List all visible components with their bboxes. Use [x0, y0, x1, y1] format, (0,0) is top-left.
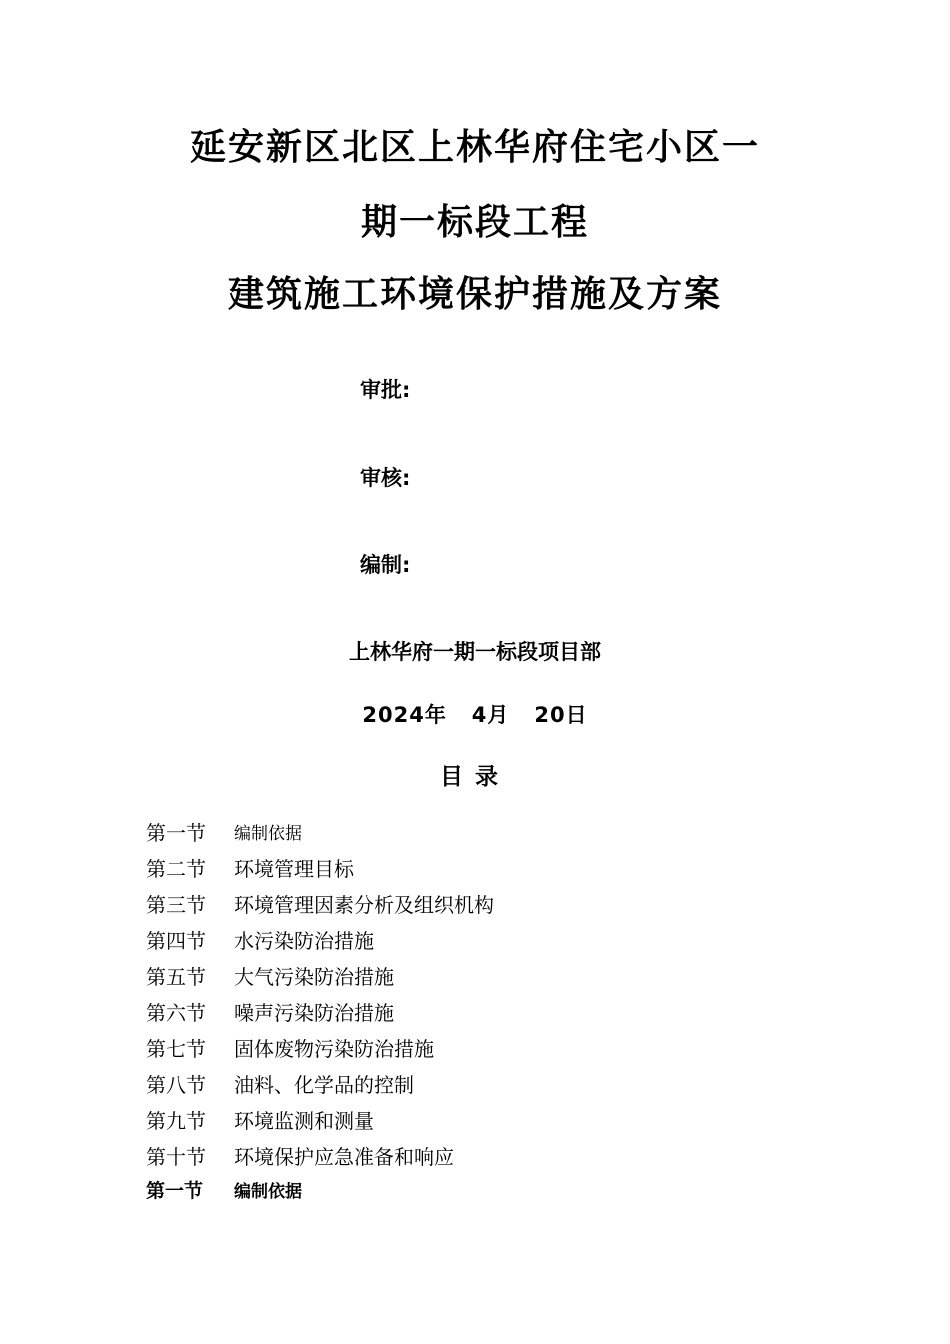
toc-section: 第三节: [146, 892, 206, 917]
table-of-contents: [146, 813, 494, 1173]
toc-section-name: 环境管理因素分析及组织机构: [234, 892, 494, 917]
date-month-unit: 月: [487, 703, 510, 727]
compile-label: 编制:: [360, 553, 411, 577]
toc-item[interactable]: [146, 957, 494, 993]
toc-section: 第七节: [146, 1036, 206, 1061]
toc-section: 第十节: [146, 1144, 206, 1169]
toc-section-name: 环境保护应急准备和响应: [234, 1144, 454, 1169]
toc-title: 目录: [440, 764, 510, 790]
section-number: 第一节: [146, 1179, 204, 1202]
toc-item[interactable]: [146, 849, 494, 885]
toc-section-name: 环境监测和测量: [234, 1108, 374, 1133]
toc-section-name: 大气污染防治措施: [234, 964, 394, 989]
document-title-line-3: 建筑施工环境保护措施及方案: [227, 274, 722, 315]
document-title-line-2: 期一标段工程: [360, 202, 589, 243]
toc-section-name: 油料、化学品的控制: [234, 1072, 414, 1097]
toc-item[interactable]: [146, 813, 494, 849]
toc-section: 第二节: [146, 856, 206, 881]
date-month: 4: [471, 703, 488, 727]
toc-item[interactable]: [146, 1101, 494, 1137]
toc-section: 第六节: [146, 1000, 206, 1025]
toc-item[interactable]: [146, 885, 494, 921]
review-label: 审核:: [360, 466, 411, 490]
toc-section: 第九节: [146, 1108, 206, 1133]
date-year-unit: 年: [424, 703, 447, 727]
toc-item[interactable]: [146, 921, 494, 957]
approve-label: 审批:: [360, 378, 411, 402]
toc-section-name: 水污染防治措施: [234, 928, 374, 953]
toc-item[interactable]: [146, 993, 494, 1029]
toc-section: 第八节: [146, 1072, 206, 1097]
section-heading: [146, 1173, 302, 1205]
document-date: [0, 701, 950, 729]
toc-section: 第一节: [146, 820, 206, 845]
toc-item[interactable]: [146, 1029, 494, 1065]
date-day-unit: 日: [565, 703, 588, 727]
section-title: 编制依据: [234, 1181, 302, 1202]
date-year: 2024: [362, 703, 425, 727]
toc-section-name: 环境管理目标: [234, 856, 354, 881]
organization-name: 上林华府一期一标段项目部: [349, 640, 601, 664]
document-title-line-1: 延安新区北区上林华府住宅小区一: [189, 127, 760, 168]
toc-section-name: 固体废物污染防治措施: [234, 1036, 434, 1061]
toc-section-name: 编制依据: [234, 823, 302, 844]
toc-section: 第四节: [146, 928, 206, 953]
toc-section: 第五节: [146, 964, 206, 989]
toc-section-name: 噪声污染防治措施: [234, 1000, 394, 1025]
toc-item[interactable]: [146, 1137, 494, 1173]
date-day: 20: [534, 703, 566, 727]
toc-item[interactable]: [146, 1065, 494, 1101]
